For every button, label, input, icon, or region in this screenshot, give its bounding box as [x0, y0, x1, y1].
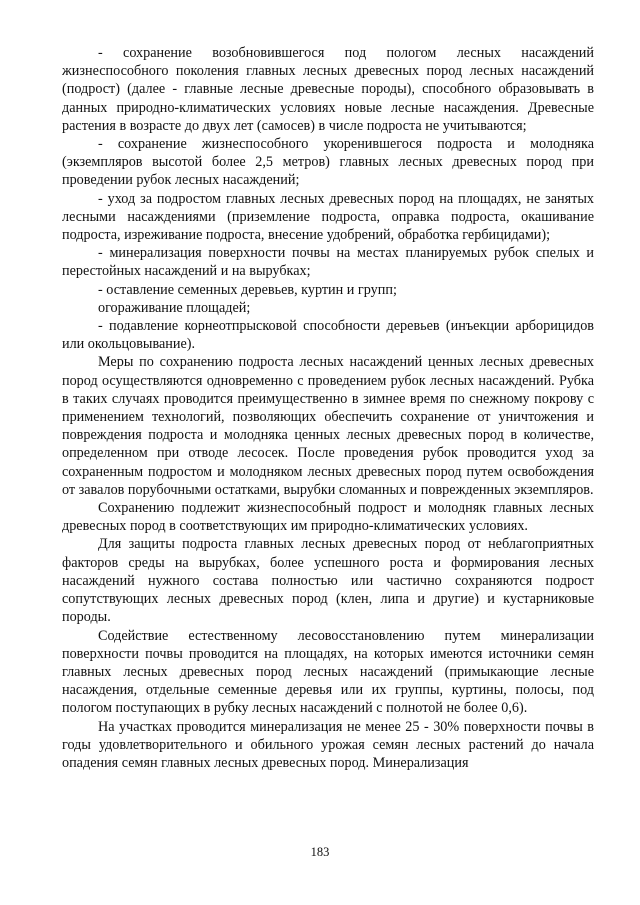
- paragraph-12: На участках проводится минерализация не менее 25 - 30% поверхности почвы в годы удовлетворительного и обильного урожая семян лесных растений до начала опадения семян главных лесных древесных пород. Минерализация: [62, 718, 594, 771]
- document-body: [62, 44, 594, 772]
- page-number: 183: [310, 845, 330, 859]
- paragraph-10: Для защиты подроста главных лесных древесных пород от неблагоприятных факторов среды на вырубках, более успешного роста и формирования лесных насаждений нужного состава полностью или частично сохраняются подрост сопутствующих лесных древесных пород (клен, липа и другие) и кустарниковые породы.: [62, 536, 594, 626]
- paragraph-1: - сохранение возобновившегося под пологом лесных насаждений жизнеспособного поколения главных лесных древесных пород лесных насаждений (подрост) (далее - главные лесные древесные породы), способного образовывать в данных природно-климатических условиях новые лесные насаждения. Древесные растения в возрасте до двух лет (самосев) в числе подроста не учитываются;: [62, 45, 594, 134]
- paragraph-4: - минерализация поверхности почвы на местах планируемых рубок спелых и перестойных насаждений и на вырубках;: [62, 245, 594, 280]
- paragraph-6: огораживание площадей;: [98, 299, 251, 316]
- paragraph-11: Содействие естественному лесовосстановлению путем минерализации поверхности почвы проводится на площадях, на которых имеются источники семян главных лесных древесных пород лесных насаждений (примыкающие лесные насаждения, отдельные семенные деревья или их группы, куртины, полосы, под пологом поступающих в рубку лесных насаждений с полнотой не более 0,6).: [62, 627, 594, 717]
- paragraph-2: - сохранение жизнеспособного укоренившегося подроста и молодняка (экземпляров высотой более 2,5 метров) главных лесных древесных пород при проведении рубок лесных насаждений;: [62, 136, 594, 189]
- paragraph-3: - уход за подростом главных лесных древесных пород на площадях, не занятых лесными насаждениями (приземление подроста, оправка подроста, окашивание подроста, изреживание подроста, внесение удобрений, обработка гербицидами);: [62, 190, 594, 244]
- paragraph-9: Сохранению подлежит жизнеспособный подрост и молодняк главных лесных древесных пород в соответствующих им природно-климатических условиях.: [62, 500, 594, 535]
- paragraph-7: - подавление корнеотпрысковой способности деревьев (инъекции арборицидов или окольцовывание).: [62, 318, 594, 353]
- paragraph-8: Меры по сохранению подроста лесных насаждений ценных лесных древесных пород осуществляются одновременно с проведением рубок лесных насаждений. Рубка в таких случаях проводится преимущественно в зимнее время по снежному покрову с применением технологий, позволяющих обеспечить сохранение от уничтожения и повреждения подроста и молодняка ценных лесных древесных пород в количестве, определенном при отводе лесосек. После проведения рубок проводится уход за сохраненным подростом и молодняком лесных древесных пород путем освобождения от завалов порубочными остатками, вырубки сломанных и поврежденных экземпляров.: [62, 354, 594, 498]
- paragraph-5: - оставление семенных деревьев, куртин и групп;: [98, 281, 397, 298]
